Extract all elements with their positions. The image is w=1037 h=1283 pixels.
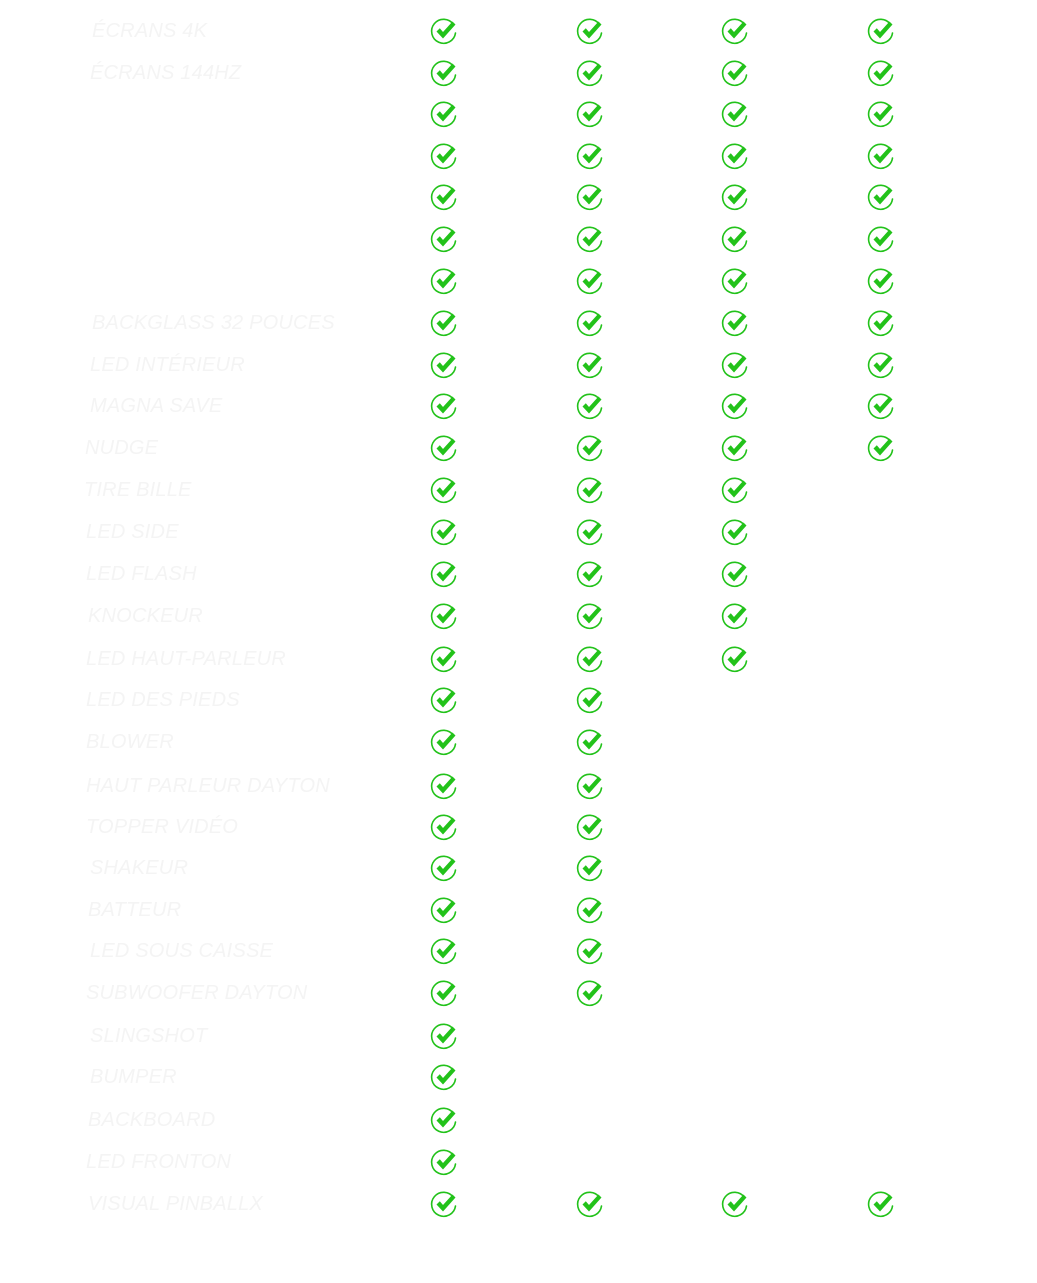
check-circle-icon <box>575 475 605 505</box>
check-circle-icon <box>575 58 605 88</box>
check-circle-icon <box>720 141 750 171</box>
check-circle-icon <box>429 182 459 212</box>
check-circle-icon <box>429 1062 459 1092</box>
check-circle-icon <box>429 727 459 757</box>
check-circle-icon <box>866 391 896 421</box>
feature-label: HAUT PARLEUR DAYTON <box>86 775 330 797</box>
check-circle-icon <box>429 1105 459 1135</box>
feature-label: BATTEUR <box>88 899 182 921</box>
check-circle-icon <box>575 936 605 966</box>
feature-label: LED SOUS CAISSE <box>90 940 274 962</box>
check-circle-icon <box>575 978 605 1008</box>
check-circle-icon <box>720 559 750 589</box>
check-circle-icon <box>429 99 459 129</box>
check-circle-icon <box>866 182 896 212</box>
check-circle-icon <box>575 1189 605 1219</box>
feature-label: MAGNA SAVE <box>90 395 223 417</box>
check-circle-icon <box>575 433 605 463</box>
check-circle-icon <box>720 391 750 421</box>
feature-label: NUDGE <box>85 437 159 459</box>
check-circle-icon <box>866 16 896 46</box>
check-circle-icon <box>429 475 459 505</box>
check-circle-icon <box>575 391 605 421</box>
feature-label: LED FRONTON <box>86 1151 232 1173</box>
check-circle-icon <box>720 182 750 212</box>
check-circle-icon <box>575 141 605 171</box>
check-circle-icon <box>429 433 459 463</box>
check-circle-icon <box>575 812 605 842</box>
feature-label: BACKGLASS 32 POUCES <box>92 312 335 334</box>
check-circle-icon <box>575 517 605 547</box>
check-circle-icon <box>575 601 605 631</box>
check-circle-icon <box>575 99 605 129</box>
check-circle-icon <box>720 601 750 631</box>
feature-label: BLOWER <box>86 731 174 753</box>
check-circle-icon <box>429 559 459 589</box>
check-circle-icon <box>429 1147 459 1177</box>
check-circle-icon <box>429 812 459 842</box>
check-circle-icon <box>429 771 459 801</box>
feature-label: SHAKEUR <box>90 857 189 879</box>
check-circle-icon <box>429 308 459 338</box>
check-circle-icon <box>866 433 896 463</box>
feature-label: SUBWOOFER DAYTON <box>86 982 308 1004</box>
feature-label: VISUAL PINBALLX <box>88 1193 263 1215</box>
feature-label: KNOCKEUR <box>88 605 203 627</box>
check-circle-icon <box>720 644 750 674</box>
check-circle-icon <box>429 141 459 171</box>
check-circle-icon <box>575 266 605 296</box>
feature-label: ÉCRANS 4K <box>92 20 208 42</box>
check-circle-icon <box>720 350 750 380</box>
feature-label: ÉCRANS 144HZ <box>90 62 242 84</box>
check-circle-icon <box>720 308 750 338</box>
check-circle-icon <box>720 517 750 547</box>
check-circle-icon <box>720 1189 750 1219</box>
feature-label: LED INTÉRIEUR <box>90 354 245 376</box>
check-circle-icon <box>575 16 605 46</box>
check-circle-icon <box>429 601 459 631</box>
feature-label: BACKBOARD <box>88 1109 216 1131</box>
check-circle-icon <box>429 517 459 547</box>
feature-label: SLINGSHOT <box>90 1025 208 1047</box>
check-circle-icon <box>429 895 459 925</box>
check-circle-icon <box>866 141 896 171</box>
check-circle-icon <box>575 727 605 757</box>
feature-label: LED FLASH <box>86 563 197 585</box>
check-circle-icon <box>720 99 750 129</box>
check-circle-icon <box>720 266 750 296</box>
check-circle-icon <box>866 266 896 296</box>
check-circle-icon <box>429 644 459 674</box>
feature-label: LED HAUT-PARLEUR <box>86 648 286 670</box>
check-circle-icon <box>429 978 459 1008</box>
check-circle-icon <box>866 224 896 254</box>
check-circle-icon <box>720 58 750 88</box>
check-circle-icon <box>720 224 750 254</box>
check-circle-icon <box>866 350 896 380</box>
feature-label: BUMPER <box>90 1066 177 1088</box>
check-circle-icon <box>429 853 459 883</box>
check-circle-icon <box>429 58 459 88</box>
check-circle-icon <box>575 644 605 674</box>
check-circle-icon <box>575 559 605 589</box>
check-circle-icon <box>720 433 750 463</box>
check-circle-icon <box>575 224 605 254</box>
check-circle-icon <box>575 308 605 338</box>
feature-label: LED SIDE <box>86 521 179 543</box>
check-circle-icon <box>429 266 459 296</box>
check-circle-icon <box>429 224 459 254</box>
check-circle-icon <box>429 1021 459 1051</box>
check-circle-icon <box>866 308 896 338</box>
feature-label: TIRE BILLE <box>84 479 192 501</box>
feature-label: LED DES PIEDS <box>86 689 240 711</box>
check-circle-icon <box>429 936 459 966</box>
check-circle-icon <box>575 685 605 715</box>
check-circle-icon <box>866 99 896 129</box>
check-circle-icon <box>575 895 605 925</box>
check-circle-icon <box>575 350 605 380</box>
check-circle-icon <box>575 771 605 801</box>
check-circle-icon <box>720 16 750 46</box>
feature-label: TOPPER VIDÉO <box>86 816 239 838</box>
check-circle-icon <box>866 1189 896 1219</box>
check-circle-icon <box>429 685 459 715</box>
check-circle-icon <box>429 391 459 421</box>
check-circle-icon <box>575 853 605 883</box>
check-circle-icon <box>429 350 459 380</box>
check-circle-icon <box>720 475 750 505</box>
check-circle-icon <box>429 1189 459 1219</box>
check-circle-icon <box>575 182 605 212</box>
check-circle-icon <box>429 16 459 46</box>
check-circle-icon <box>866 58 896 88</box>
